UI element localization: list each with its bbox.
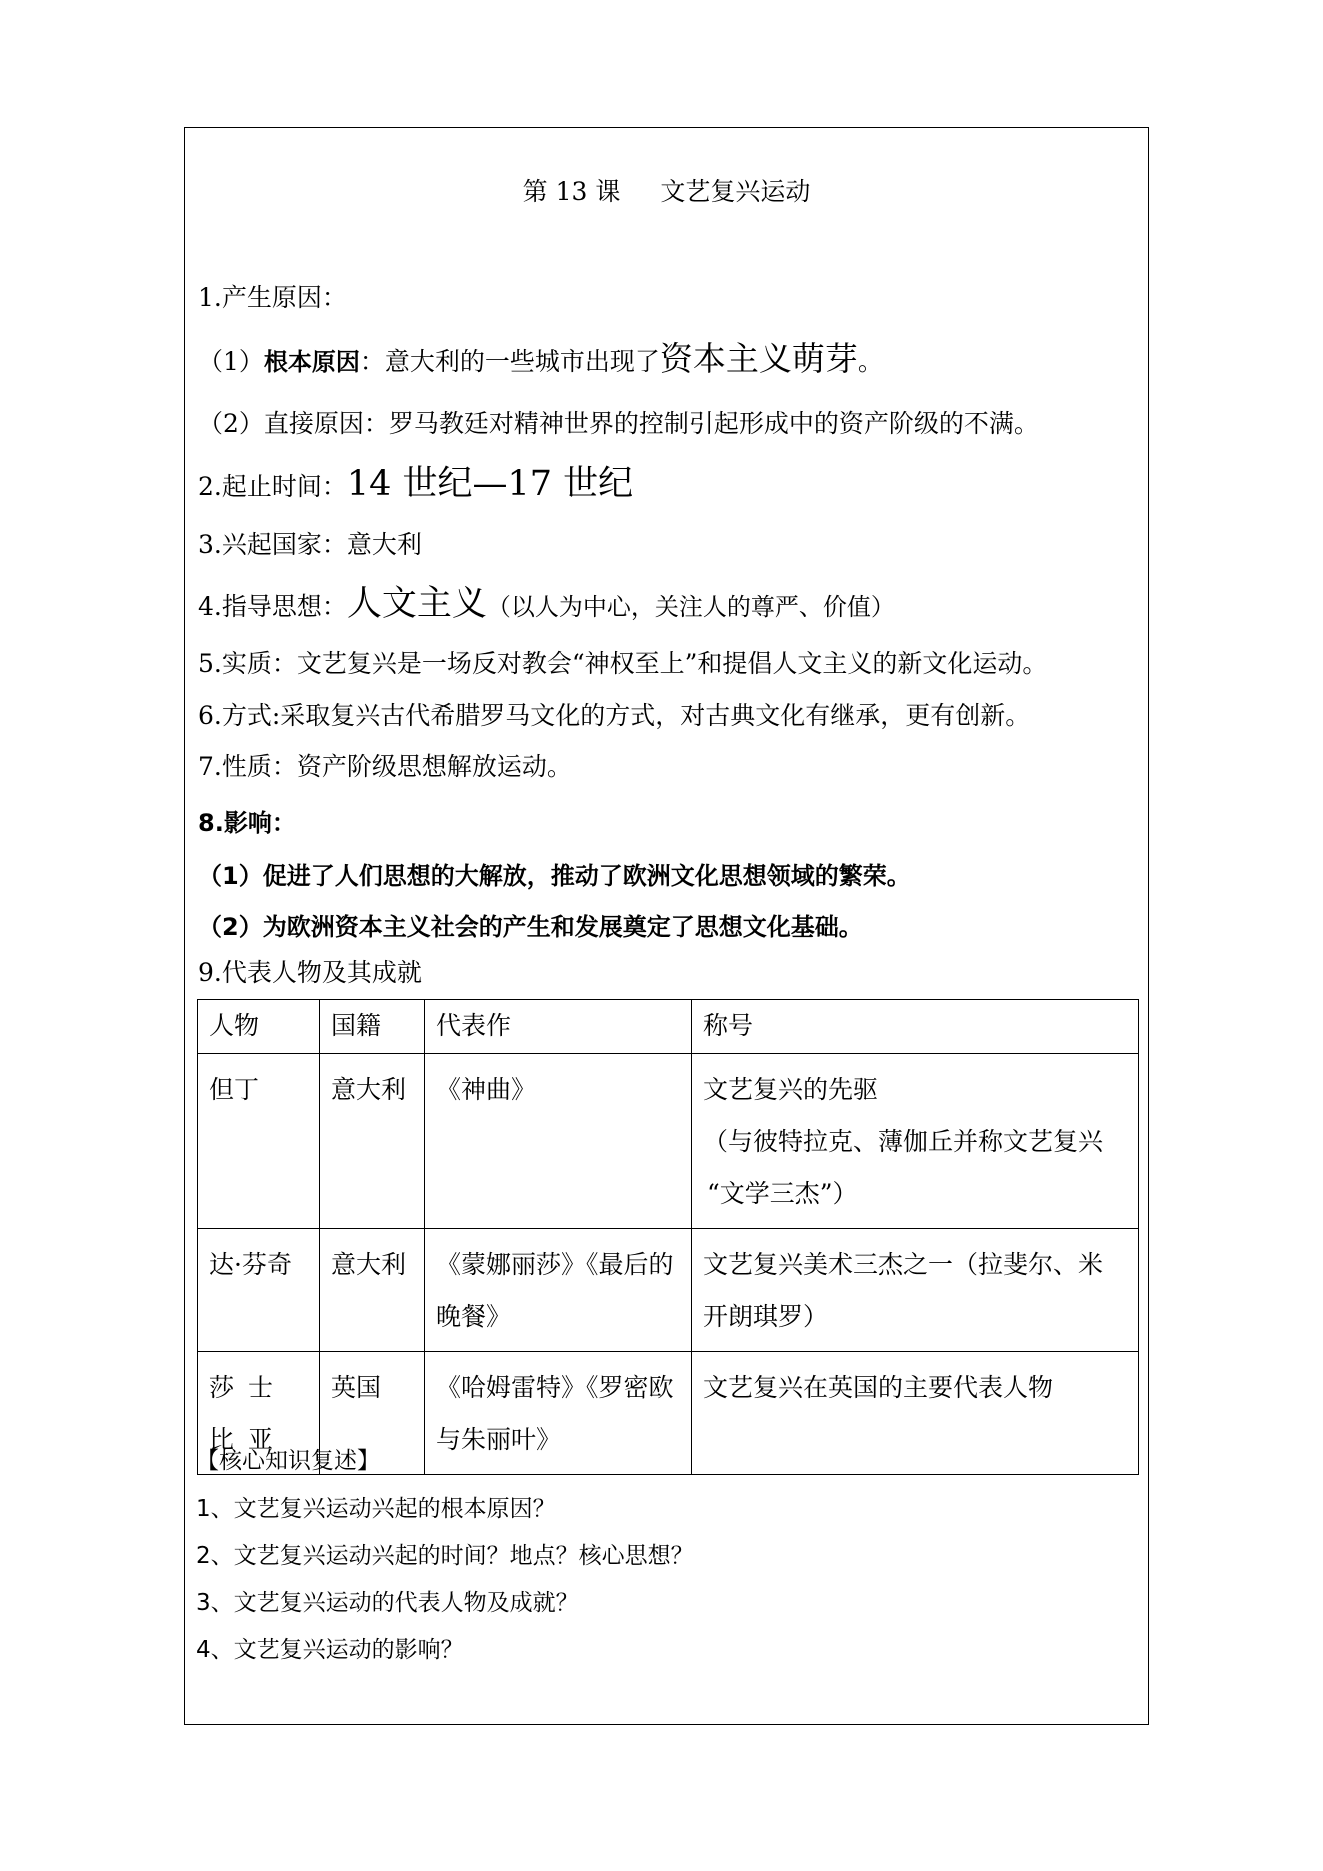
person-works: 《神曲》 — [425, 1054, 692, 1229]
person-name: 莎士比亚 — [198, 1352, 320, 1475]
time-label: 2.起止时间： — [198, 472, 347, 501]
title-line: （与彼特拉克、薄伽丘并称文艺复兴 — [703, 1127, 1104, 1156]
time-value: 14 世纪—17 世纪 — [346, 464, 634, 504]
title-line: 文艺复兴的先驱 — [703, 1075, 879, 1104]
root-cause-prefix: （1） — [198, 347, 264, 376]
lesson-name: 文艺复兴运动 — [660, 177, 811, 206]
nature: 7.性质：资产阶级思想解放运动。 — [198, 752, 572, 781]
table-row — [198, 1229, 1139, 1352]
review-question-2: 2、文艺复兴运动兴起的时间？地点？核心思想？ — [196, 1543, 694, 1569]
review-heading: 【核心知识复述】 — [196, 1448, 380, 1474]
direct-cause: （2）直接原因：罗马教廷对精神世界的控制引起形成中的资产阶级的不满。 — [198, 409, 1039, 438]
guiding-thought — [198, 576, 895, 626]
root-cause-label: 根本原因 — [263, 348, 360, 376]
review-question-3: 3、文艺复兴运动的代表人物及成就？ — [196, 1590, 579, 1616]
lesson-number: 第 13 课 — [522, 177, 621, 206]
document-frame — [184, 127, 1149, 1725]
impact-item-1: （1）促进了人们思想的大解放，推动了欧洲文化思想领域的繁荣。 — [198, 862, 911, 890]
people-heading: 9.代表人物及其成就 — [198, 958, 422, 987]
origin-country: 3.兴起国家：意大利 — [198, 530, 422, 559]
root-cause — [198, 333, 883, 380]
column-header: 代表作 — [425, 1000, 692, 1054]
person-country: 意大利 — [320, 1229, 425, 1352]
column-header: 国籍 — [320, 1000, 425, 1054]
essence: 5.实质：文艺复兴是一场反对教会“神权至上”和提倡人文主义的新文化运动。 — [198, 649, 1048, 678]
impact-item-2: （2）为欧洲资本主义社会的产生和发展奠定了思想文化基础。 — [198, 913, 863, 941]
people-table — [197, 999, 1139, 1475]
person-name: 达·芬奇 — [198, 1229, 320, 1352]
person-country: 英国 — [320, 1352, 425, 1475]
time-period — [198, 456, 633, 506]
thought-value: 人文主义 — [346, 584, 487, 624]
person-country: 意大利 — [320, 1054, 425, 1229]
person-title: 文艺复兴美术三杰之一（拉斐尔、米开朗琪罗） — [692, 1229, 1139, 1352]
thought-note: （以人为中心，关注人的尊严、价值） — [486, 593, 895, 621]
review-question-1: 1、文艺复兴运动兴起的根本原因？ — [196, 1496, 556, 1522]
column-header: 称号 — [692, 1000, 1139, 1054]
method: 6.方式:采取复兴古代希腊罗马文化的方式，对古典文化有继承，更有创新。 — [198, 701, 1031, 730]
root-cause-text: ：意大利的一些城市出现了 — [359, 347, 660, 376]
person-title — [692, 1054, 1139, 1229]
table-row — [198, 1054, 1139, 1229]
cause-heading: 1.产生原因： — [198, 283, 347, 312]
person-name: 但丁 — [198, 1054, 320, 1229]
person-works: 《蒙娜丽莎》《最后的晚餐》 — [425, 1229, 692, 1352]
table-header-row — [198, 1000, 1139, 1054]
impact-heading: 8.影响： — [198, 809, 296, 837]
column-header: 人物 — [198, 1000, 320, 1054]
thought-label: 4.指导思想： — [198, 592, 347, 621]
person-title: 文艺复兴在英国的主要代表人物 — [692, 1352, 1139, 1475]
review-question-4: 4、文艺复兴运动的影响？ — [196, 1637, 464, 1663]
person-works: 《哈姆雷特》《罗密欧与朱丽叶》 — [425, 1352, 692, 1475]
root-cause-emphasis: 资本主义萌芽 — [659, 339, 858, 378]
page-title — [185, 172, 1148, 208]
root-cause-end: 。 — [857, 347, 883, 376]
title-line: “文学三杰”） — [707, 1179, 858, 1208]
